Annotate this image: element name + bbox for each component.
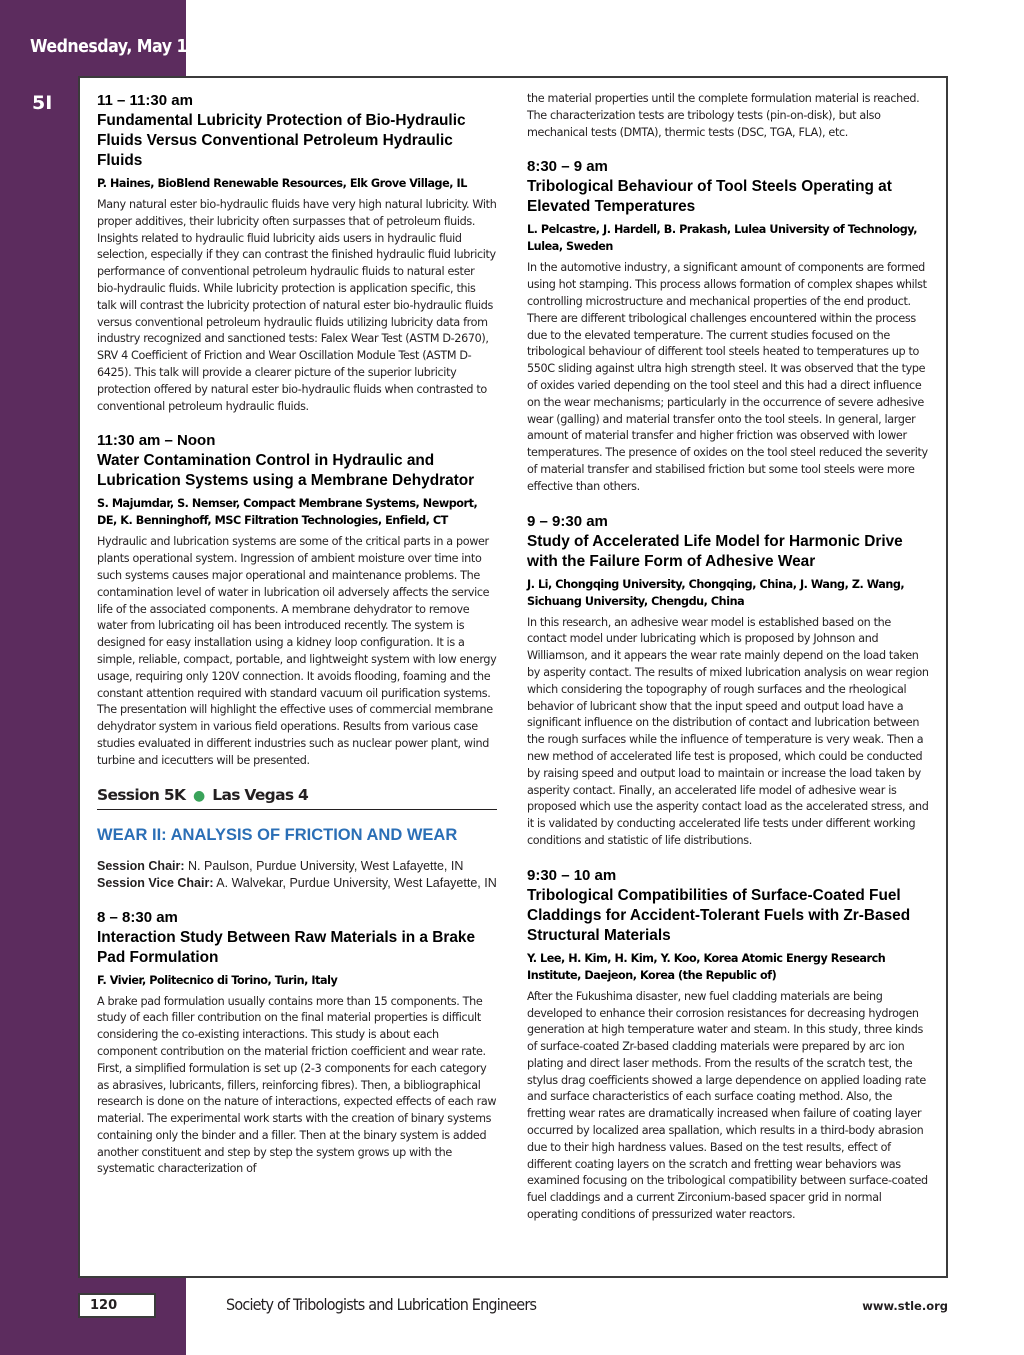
talk-time: 11 – 11:30 am bbox=[97, 92, 193, 109]
footer-url: www.stle.org bbox=[862, 1299, 948, 1313]
talk-abstract: In the automotive industry, a significant amount of components are formed using hot stamping. This process allows formation of complex shapes whilst controlling microstructure and mechanical properties of the end product. There are different tribological challenges encountered within the process due to the elevated temperature. The current studies focused on the tribological behaviour of different tool steels heated to temperatures up to 550C sliding against ultra high strength steel. It was observed that the type of oxides varied depending on the tool steel and this had a direct influence on the wear mechanisms; particularly in the occurrence of severe adhesive wear (galling) and material transfer onto the tool steels. In general, larger amount of material transfer and higher friction was observed with lower temperatures. The presence of oxides on the tool steel reduced the severity of material transfer and stabilised friction but some tool steels were more effective than others. bbox=[527, 261, 928, 493]
continued-abstract bbox=[527, 91, 931, 141]
talk-abstract: Hydraulic and lubrication systems are some of the critical parts in a power plants operational system. Ingression of ambient moisture over time into such systems causes major operational and maintenance problems. The contamination level of water in lubrication oil adversely affects the service life of the associated components. A membrane dehydrator to remove water from lubricating oil has been introduced recently. The system is designed for easy installation using a kidney loop configuration. It is a simple, reliable, compact, portable, and lightweight system with low energy usage, requiring only 120V connection. It avoids flooding, foaming and the constant attention required with standard vacuum oil purification systems. The presentation will highlight the effective uses of commercial membrane dehydrator system in various field operations. Results from various case studies evaluated in different industries such as nuclear power plant, wind turbine and icecutters will be presented. bbox=[97, 535, 497, 767]
talk-time: 9 – 9:30 am bbox=[527, 512, 608, 530]
page-number: 120 bbox=[90, 1298, 118, 1313]
talk-title: Fundamental Lubricity Protection of Bio-Hydraulic Fluids Versus Conventional Petroleum Hydraulic Fluids bbox=[97, 112, 466, 169]
page-number-box bbox=[78, 1293, 156, 1318]
left-column bbox=[97, 91, 497, 1194]
talk-abstract: After the Fukushima disaster, new fuel cladding materials are being developed to enhance their corrosion resistances for decreasing hydrogen generation at high temperature water and steam. In this study, three kinds of surface-coated Zr-based cladding materials were prepared by arc ion plating and direct laser methods. From the results of the scratch test, the stylus drag coefficients showed a large dependence on applied loading rate and surface characteristics of each surface coating method. Also, the fretting wear rates are dramatically increased when failure of coating layer occurred by localized area spallation, which results in a third-body abrasion due to their high hardness values. Based on the test results, effect of different coating layers on the scratch and fretting wear behaviors was examined focusing on the tribological compatibility between surface-coated fuel claddings and a current Zirconium-based spacer grid in normal operating conditions of pressurized water reactors. bbox=[527, 989, 928, 1222]
talk-block bbox=[527, 157, 931, 495]
page-footer bbox=[78, 1293, 948, 1319]
session-tag: 5I bbox=[32, 92, 53, 114]
right-column bbox=[527, 91, 931, 1240]
talk-authors: S. Majumdar, S. Nemser, Compact Membrane Systems, Newport, DE, K. Benninghoff, MSC Filtration Technologies, Enfield, CT bbox=[97, 497, 478, 528]
session-title: WEAR II: ANALYSIS OF FRICTION AND WEAR bbox=[97, 825, 458, 844]
talk-title: Water Contamination Control in Hydraulic and Lubrication Systems using a Membrane Dehydrator bbox=[97, 452, 475, 490]
talk-block bbox=[97, 91, 497, 415]
session-chair-label: Session Chair: bbox=[97, 858, 185, 873]
spacer bbox=[97, 892, 497, 908]
talk-title: Study of Accelerated Life Model for Harmonic Drive with the Failure Form of Adhesive Wear bbox=[527, 532, 903, 570]
session-chair-name: N. Paulson, Purdue University, West Lafayette, IN bbox=[188, 858, 464, 873]
talk-time: 8 – 8:30 am bbox=[97, 908, 178, 926]
bullet-dot-icon: ● bbox=[193, 787, 205, 804]
talk-abstract-continued: the material properties until the complete formulation material is reached. The characterization tests are tribology tests (pin-on-disk), but also mechanical tests (DMTA), thermic tests (DSC, TGA, FLA), etc. bbox=[527, 92, 920, 139]
session-code: Session 5K bbox=[97, 785, 186, 804]
talk-authors: Y. Lee, H. Kim, H. Kim, Y. Koo, Korea Atomic Energy Research Institute, Daejeon, Korea (the Republic of) bbox=[527, 951, 886, 982]
talk-time: 9:30 – 10 am bbox=[527, 866, 617, 884]
session-vice-chair-name: A. Walvekar, Purdue University, West Lafayette, IN bbox=[216, 875, 497, 890]
talk-abstract: A brake pad formulation usually contains more than 15 components. The study of each filler contribution on the final material properties is difficult considering the co-existing interactions. This study is about each component contribution on the material friction coefficient and wear rate. First, a simplified formulation is set up (2-3 components for each category as abrasives, lubricants, fillers, reinforcing fibres). Then, a bibliographical research is done on the nature of interactions, expected effects of each raw material. The experimental work starts with the creation of binary systems containing only the binder and a filler. Then at the binary system is added another constituent and step by step the system grows up with the systematic characterization of bbox=[97, 994, 497, 1176]
session-vice-chair-label: Session Vice Chair: bbox=[97, 875, 214, 890]
talk-block bbox=[97, 908, 497, 1179]
talk-authors: P. Haines, BioBlend Renewable Resources, Elk Grove Village, IL bbox=[97, 177, 467, 190]
talk-block bbox=[527, 866, 931, 1224]
session-vice-chair-line bbox=[97, 875, 497, 892]
session-chair-line bbox=[97, 858, 497, 875]
talk-block bbox=[97, 431, 497, 769]
talk-time: 8:30 – 9 am bbox=[527, 158, 608, 176]
session-header bbox=[97, 786, 497, 810]
session-room: Las Vegas 4 bbox=[212, 785, 309, 804]
talk-abstract: Many natural ester bio-hydraulic fluids have very high natural lubricity. With proper additives, their lubricity often surpasses that of petroleum fluids. Insights related to hydraulic fluid lubricity aids users in hydraulic fluid selection, especially if they can contrast the finished hydraulic fluid lubricity performance of conventional petroleum hydraulic fluids to natural ester bio-hydraulic fluids. While lubricity protection is application specific, this talk will contrast the lubricity protection of natural ester bio-hydraulic fluids versus conventional petroleum hydraulic fluids utilizing lubricity data from industry recognized and sanctioned tests: Falex Wear Test (ASTM D-2670), SRV 4 Coefficient of Friction and Wear Oscillation Module Test (ASTM D-6425). This talk will provide a clearer picture of the superior lubricity protection offered by natural ester bio-hydraulic fluids when contrasted to conventional petroleum hydraulic fluids. bbox=[97, 198, 497, 413]
footer-organization: Society of Tribologists and Lubrication Engineers bbox=[226, 1295, 537, 1314]
day-heading: Wednesday, May 18 bbox=[30, 36, 198, 57]
talk-authors: L. Pelcastre, J. Hardell, B. Prakash, Lulea University of Technology, Lulea, Sweden bbox=[527, 223, 918, 254]
talk-authors: J. Li, Chongqing University, Chongqing, China, J. Wang, Z. Wang, Sichuang University, Chengdu, China bbox=[527, 577, 905, 608]
talk-title: Tribological Behaviour of Tool Steels Operating at Elevated Temperatures bbox=[527, 178, 892, 216]
talk-block bbox=[527, 512, 931, 850]
talk-title: Interaction Study Between Raw Materials in a Brake Pad Formulation bbox=[97, 928, 476, 966]
talk-authors: F. Vivier, Politecnico di Torino, Turin, Italy bbox=[97, 973, 338, 987]
session-chairs bbox=[97, 858, 497, 892]
talk-abstract: In this research, an adhesive wear model is established based on the contact model under lubricating which is proposed by Johnson and Williamson, and it appears the wear rate mainly depend on the load taken by asperity contact. The results of mixed lubrication analysis on wear region which considering the topography of rough surfaces and the rheological behavior of lubricant show that the input speed and output load have a significant influence on the distribution of contact and lubrication between the rough surfaces while the influence of temperature is very weak. Then a new method of accelerated life test is proposed, which could be conducted by raising speed and output load to maintain or increase the load taken by asperity contact. Finally, an accelerated life model of adhesive wear is proposed which use the asperity contact load as the accelerated stress, and it is validated by conducting accelerated life tests under different working conditions and statistic of life distributions. bbox=[527, 615, 929, 847]
talk-title: Tribological Compatibilities of Surface-Coated Fuel Claddings for Accident-Tolerant Fuels with Zr-Based Structural Materials bbox=[527, 886, 911, 944]
talk-time: 11:30 am – Noon bbox=[97, 432, 216, 450]
